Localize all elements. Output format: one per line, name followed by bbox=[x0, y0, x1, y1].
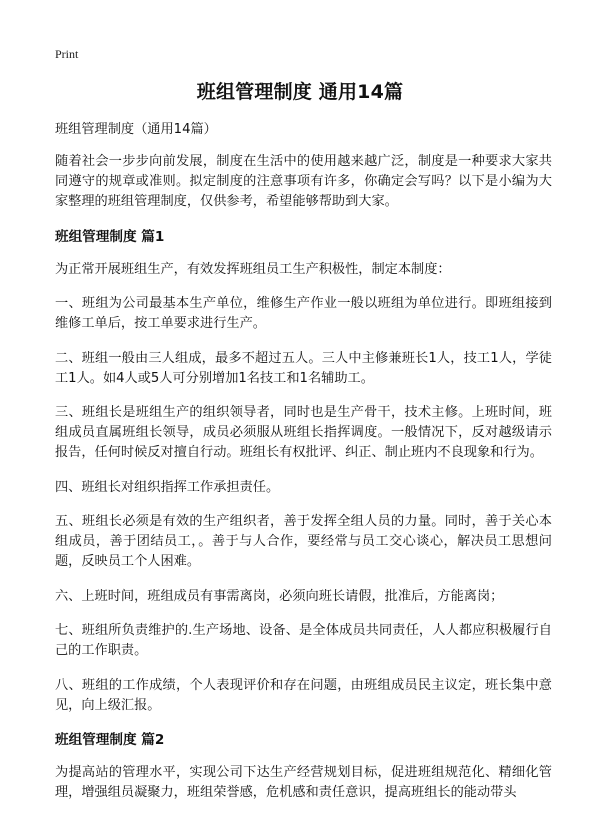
section-paragraph: 三、班组长是班组生产的组织领导者，同时也是生产骨干，技术主修。上班时间，班组成员直属班组长领导，成员必须服从班组长指挥调度。一般情况下，反对越级请示报告，任何时候反对擅自行动。班组长有权批评、纠正、制止班内不良现象和行为。 bbox=[55, 405, 552, 460]
intro-paragraph: 随着社会一步步向前发展，制度在生活中的使用越来越广泛，制度是一种要求大家共同遵守的规章或准则。拟定制度的注意事项有许多，你确定会写吗？以下是小编为大家整理的班组管理制度，仅供参考，希望能够帮助到大家。 bbox=[55, 154, 552, 209]
section-paragraph: 六、上班时间，班组成员有事需离岗，必须向班长请假，批准后，方能离岗； bbox=[55, 588, 504, 604]
document-subtitle: 班组管理制度（通用14篇） bbox=[55, 122, 217, 137]
section-1 bbox=[55, 227, 552, 716]
section-paragraph: 七、班组所负责维护的.生产场地、设备、是全体成员共同责任，人人都应积极履行自己的工作职责。 bbox=[55, 623, 552, 658]
document-title: 班组管理制度 通用14篇 bbox=[196, 81, 404, 103]
section-heading: 班组管理制度 篇2 bbox=[55, 732, 165, 748]
section-paragraph: 二、班组一般由三人组成，最多不超过五人。三人中主修兼班长1人，技工1人，学徒工1人。如4人或5人可分别增加1名技工和1名辅助工。 bbox=[55, 350, 552, 386]
section-heading: 班组管理制度 篇1 bbox=[55, 228, 165, 245]
document-body bbox=[55, 120, 552, 818]
section-2 bbox=[55, 730, 552, 803]
section-paragraph: 五、班组长必须是有效的生产组织者，善于发挥全组人员的力量。同时，善于关心本组成员，善于团结员工，。善于与人合作，要经常与员工交心谈心，解决员工思想问题，反映员工个人困难。 bbox=[55, 514, 552, 569]
section-paragraph: 一、班组为公司最基本生产单位，维修生产作业一般以班组为单位进行。即班组接到维修工单后，按工单要求进行生产。 bbox=[55, 296, 552, 331]
print-link[interactable]: Print bbox=[55, 47, 79, 61]
section-paragraph: 四、班组长对组织指挥工作承担责任。 bbox=[55, 479, 280, 495]
section-paragraph: 为正常开展班组生产，有效发挥班组员工生产积极性，制定本制度： bbox=[55, 261, 451, 277]
section-paragraph: 为提高站的管理水平，实现公司下达生产经营规划目标，促进班组规范化、精细化管理，增强组员凝聚力，班组荣誉感，危机感和责任意识，提高班组长的能动带头 bbox=[55, 765, 552, 800]
section-paragraph: 八、班组的工作成绩，个人表现评价和存在问题，由班组成员民主议定，班长集中意见，向上级汇报。 bbox=[55, 677, 552, 713]
